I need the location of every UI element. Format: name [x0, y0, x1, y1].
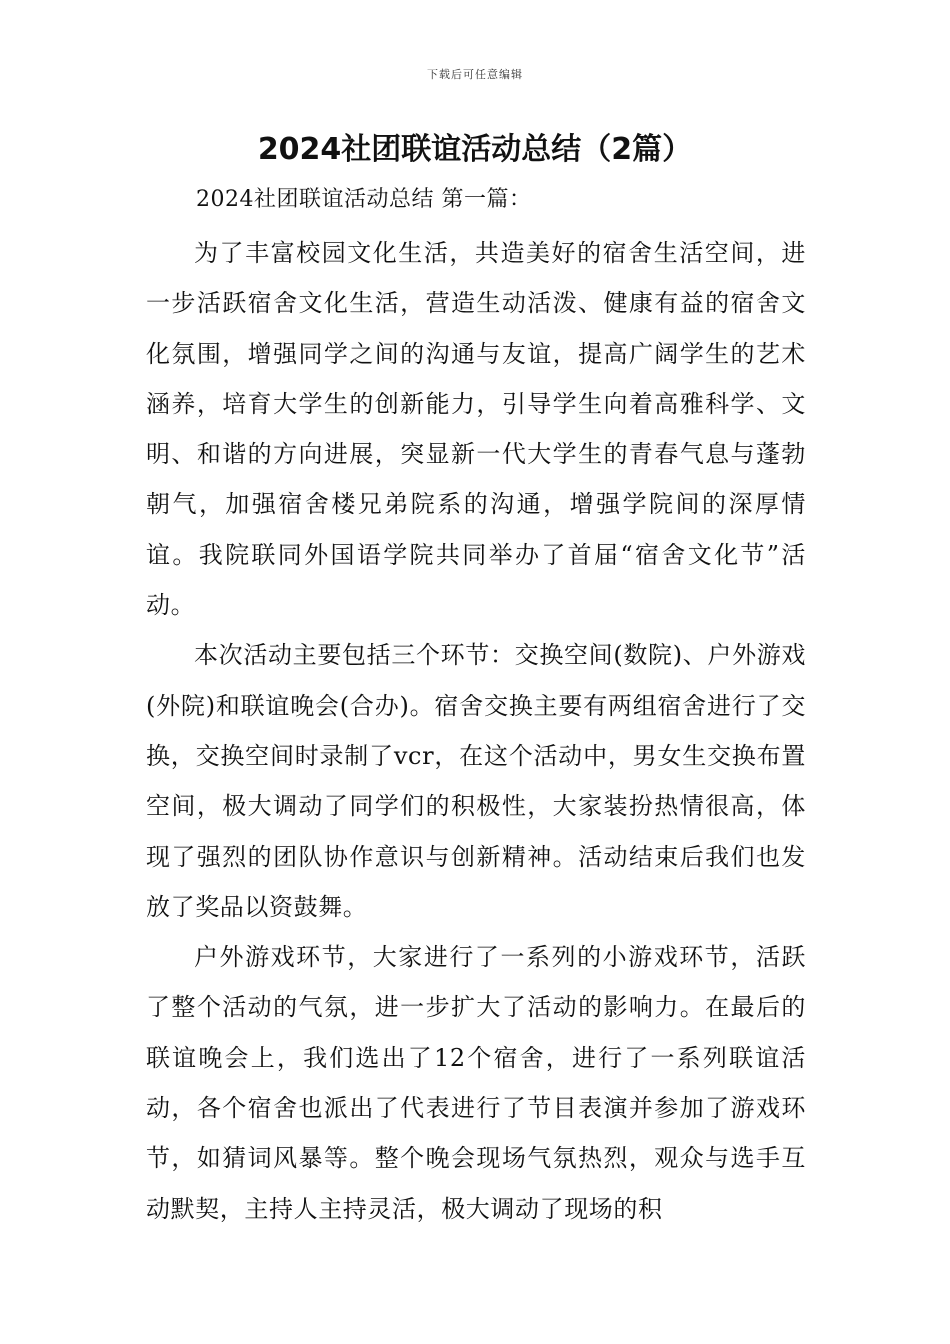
- body-text: [146, 228, 806, 1234]
- header-note: 下载后可任意编辑: [427, 68, 523, 81]
- section-heading: 2024社团联谊活动总结 第一篇：: [196, 187, 532, 212]
- paragraph-3: 户外游戏环节，大家进行了一系列的小游戏环节，活跃了整个活动的气氛，进一步扩大了活动的影响力。在最后的联谊晚会上，我们选出了12个宿舍，进行了一系列联谊活动，各个宿舍也派出了代表进行了节目表演并参加了游戏环节，如猜词风暴等。整个晚会现场气氛热烈，观众与选手互动默契，主持人主持灵活，极大调动了现场的积: [146, 943, 806, 1223]
- document-title: 2024社团联谊活动总结（2篇）: [257, 132, 693, 167]
- paragraph-1: 为了丰富校园文化生活，共造美好的宿舍生活空间，进一步活跃宿舍文化生活，营造生动活泼、健康有益的宿舍文化氛围，增强同学之间的沟通与友谊，提高广阔学生的艺术涵养，培育大学生的创新能力，引导学生向着高雅科学、文明、和谐的方向进展，突显新一代大学生的青春气息与蓬勃朝气，加强宿舍楼兄弟院系的沟通，增强学院间的深厚情谊。我院联同外国语学院共同举办了首届“宿舍文化节”活动。: [146, 239, 806, 620]
- paragraph-2: 本次活动主要包括三个环节：交换空间(数院)、户外游戏(外院)和联谊晚会(合办)。宿舍交换主要有两组宿舍进行了交换，交换空间时录制了vcr，在这个活动中，男女生交换布置空间，极大调动了同学们的积极性，大家装扮热情很高，体现了强烈的团队协作意识与创新精神。活动结束后我们也发放了奖品以资鼓舞。: [146, 641, 806, 921]
